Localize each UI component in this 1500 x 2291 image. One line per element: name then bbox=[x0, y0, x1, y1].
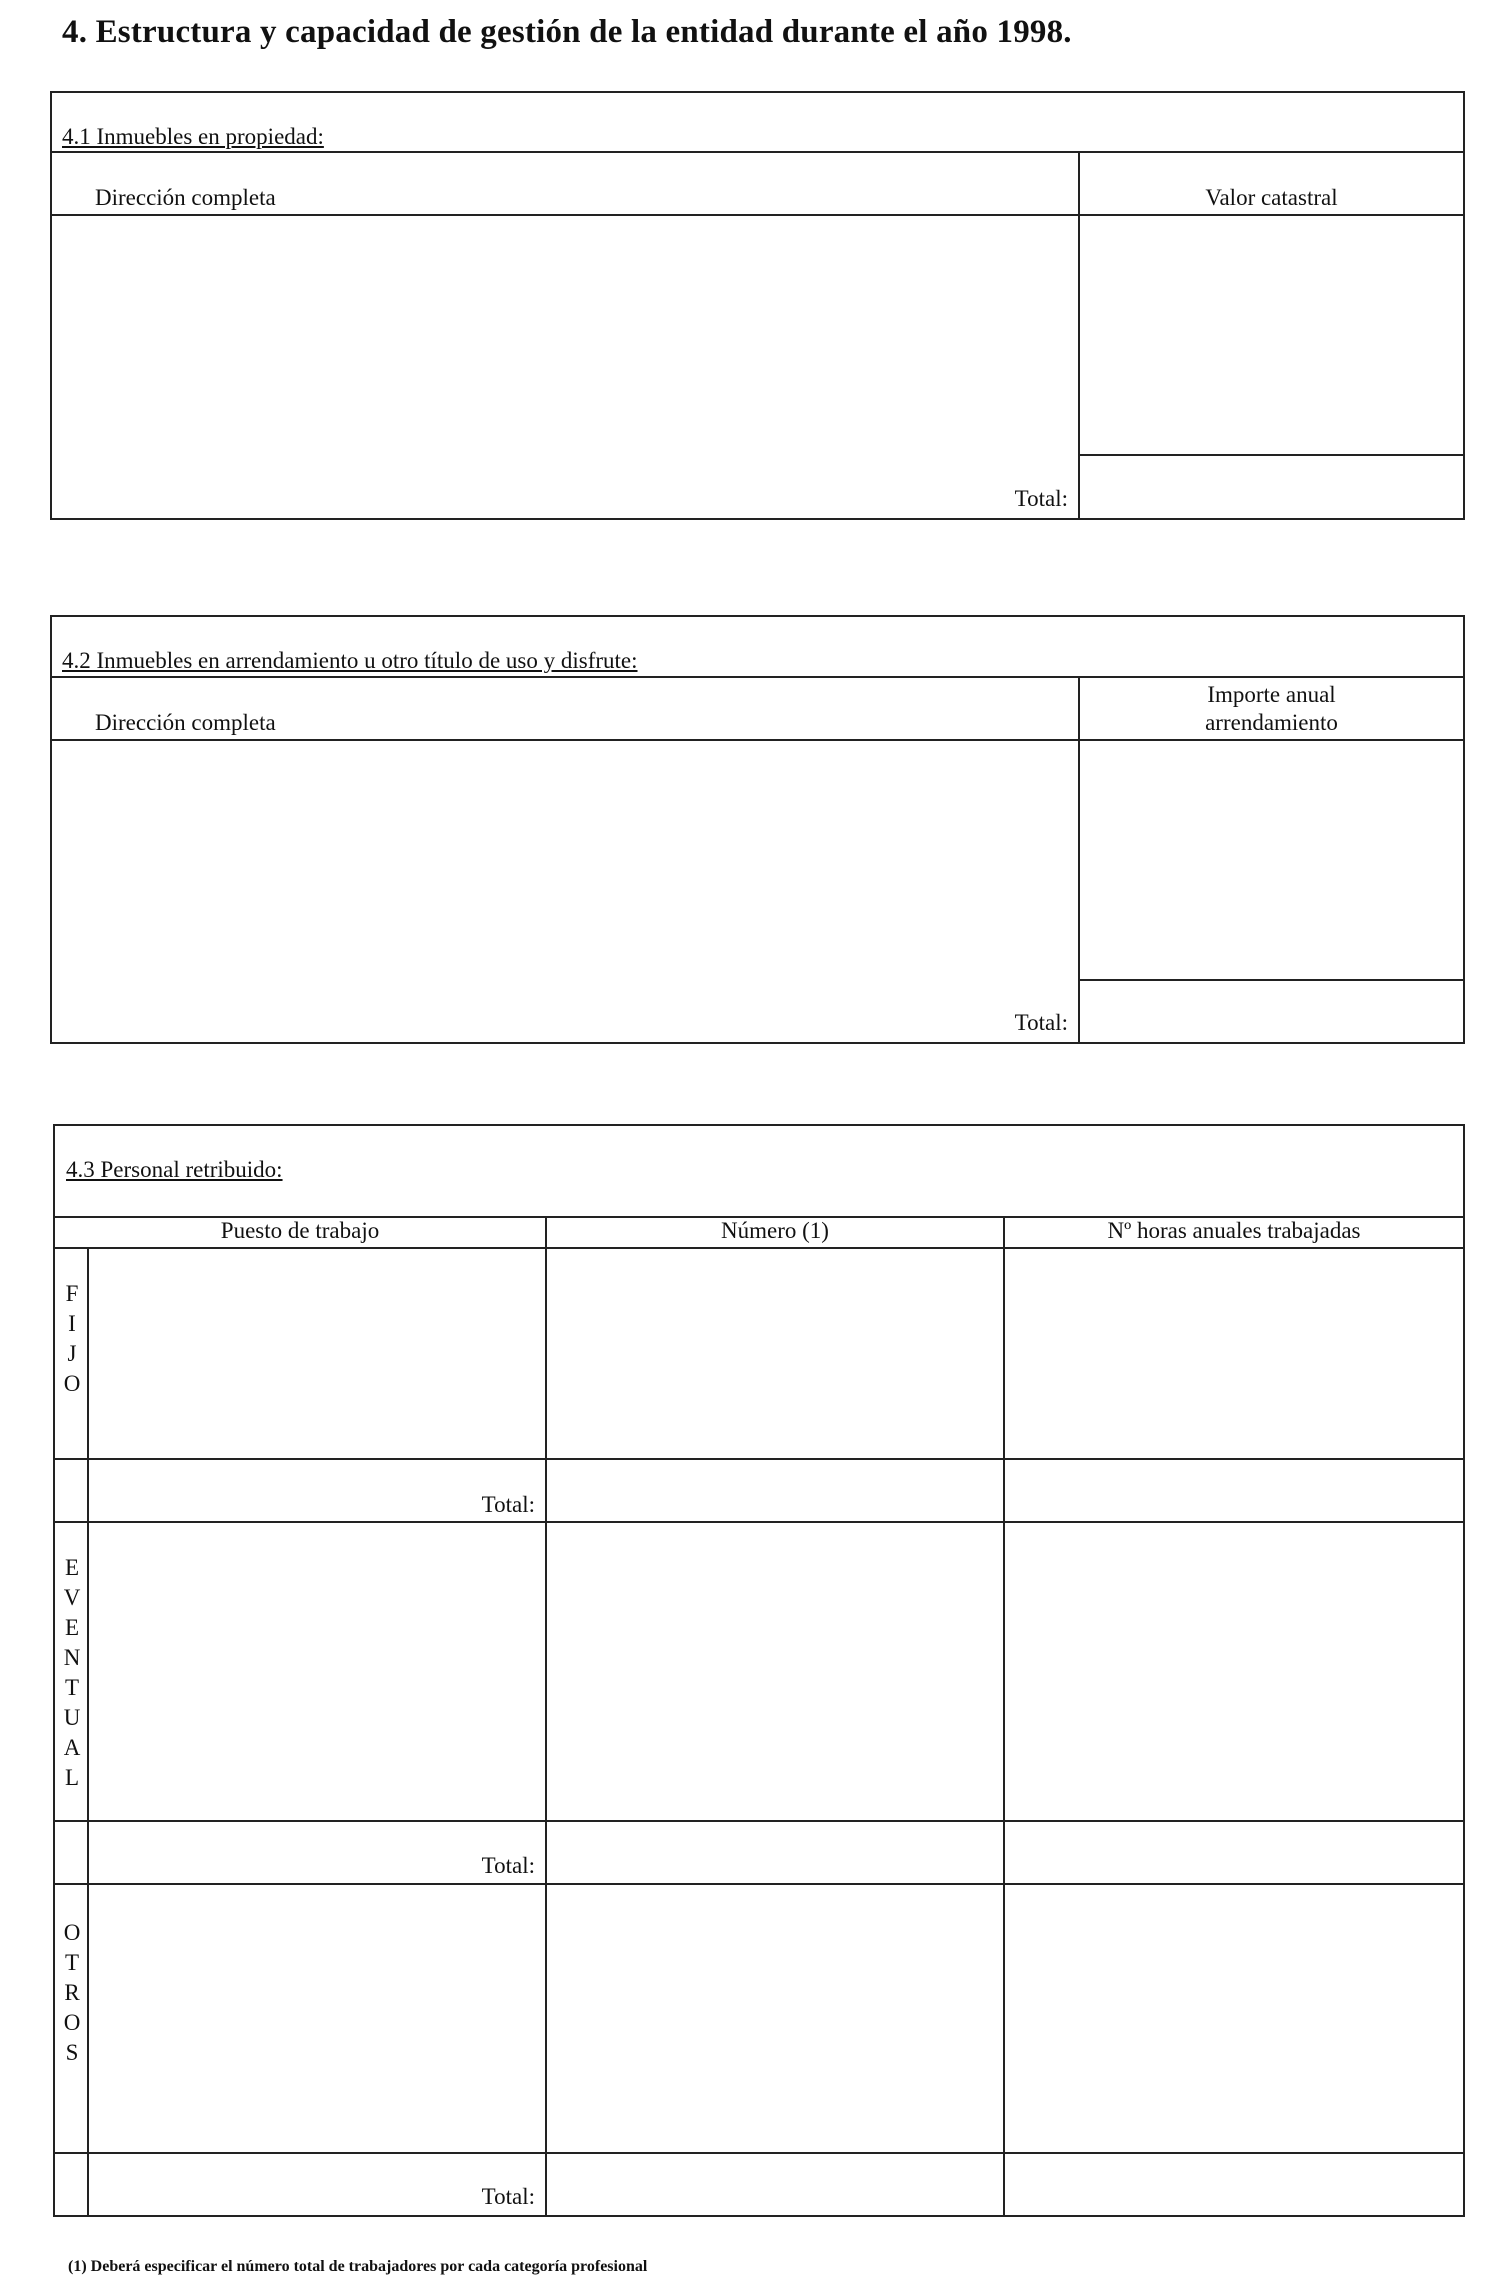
address-entry-area[interactable] bbox=[52, 216, 1076, 518]
group-letter: O bbox=[63, 2010, 81, 2035]
total-label: Total: bbox=[1014, 1010, 1068, 1035]
section-4-3-title: 4.3 Personal retribuido: bbox=[66, 1157, 283, 1182]
otros-number-total-field[interactable] bbox=[547, 2154, 1001, 2215]
group-letter: O bbox=[63, 1920, 81, 1945]
fijo-job-post-area[interactable] bbox=[89, 1249, 543, 1456]
col-header-address: Dirección completa bbox=[95, 185, 276, 210]
col-header-annual-rent-line1: Importe anual bbox=[1207, 682, 1336, 707]
cadastral-total-field[interactable] bbox=[1080, 456, 1463, 518]
col-header-cadastral-value: Valor catastral bbox=[1205, 185, 1338, 210]
group-letter: T bbox=[64, 1950, 80, 1975]
annual-rent-total-field[interactable] bbox=[1080, 981, 1463, 1042]
group-letter: A bbox=[63, 1735, 81, 1760]
group-letter: T bbox=[64, 1675, 80, 1700]
total-label: Total: bbox=[481, 1492, 535, 1517]
otros-number-area[interactable] bbox=[547, 1885, 1001, 2150]
eventual-hours-total-field[interactable] bbox=[1005, 1822, 1463, 1881]
page-title: 4. Estructura y capacidad de gestión de la entidad durante el año 1998. bbox=[62, 14, 1072, 50]
section-4-1-title: 4.1 Inmuebles en propiedad: bbox=[62, 124, 324, 149]
col-header-annual-hours: Nº horas anuales trabajadas bbox=[1107, 1218, 1361, 1243]
fijo-number-area[interactable] bbox=[547, 1249, 1001, 1456]
group-letter: R bbox=[64, 1980, 80, 2005]
annual-rent-entry-area[interactable] bbox=[1080, 741, 1463, 977]
eventual-job-post-area[interactable] bbox=[89, 1523, 543, 1818]
group-letter: J bbox=[67, 1341, 77, 1366]
group-letter: S bbox=[65, 2040, 79, 2065]
group-letter: V bbox=[63, 1585, 81, 1610]
fijo-hours-area[interactable] bbox=[1005, 1249, 1463, 1456]
group-letter: N bbox=[63, 1645, 81, 1670]
eventual-number-area[interactable] bbox=[547, 1523, 1001, 1818]
group-letter: L bbox=[64, 1765, 80, 1790]
total-label: Total: bbox=[1014, 486, 1068, 511]
otros-job-post-area[interactable] bbox=[89, 1885, 543, 2150]
group-letter: E bbox=[64, 1555, 80, 1580]
otros-hours-total-field[interactable] bbox=[1005, 2154, 1463, 2215]
fijo-hours-total-field[interactable] bbox=[1005, 1460, 1463, 1519]
divider bbox=[50, 151, 1465, 153]
otros-hours-area[interactable] bbox=[1005, 1885, 1463, 2150]
total-label: Total: bbox=[481, 2184, 535, 2209]
group-letter: E bbox=[64, 1615, 80, 1640]
group-label-otros bbox=[57, 1918, 87, 2068]
fijo-number-total-field[interactable] bbox=[547, 1460, 1001, 1519]
group-letter: F bbox=[65, 1281, 79, 1306]
eventual-number-total-field[interactable] bbox=[547, 1822, 1001, 1881]
group-letter: U bbox=[63, 1705, 81, 1730]
col-header-job-post: Puesto de trabajo bbox=[220, 1218, 380, 1243]
group-letter: O bbox=[63, 1371, 81, 1396]
group-label-fijo bbox=[57, 1279, 87, 1399]
col-header-number: Número (1) bbox=[721, 1218, 829, 1243]
col-header-annual-rent-line2: arrendamiento bbox=[1205, 710, 1338, 735]
divider bbox=[50, 676, 1465, 678]
address-entry-area[interactable] bbox=[52, 741, 1076, 1042]
footnote: (1) Deberá especificar el número total de trabajadores por cada categoría profesional bbox=[68, 2258, 648, 2275]
group-letter: I bbox=[68, 1311, 76, 1336]
eventual-hours-area[interactable] bbox=[1005, 1523, 1463, 1818]
section-4-2-title: 4.2 Inmuebles en arrendamiento u otro título de uso y disfrute: bbox=[62, 648, 638, 673]
total-label: Total: bbox=[481, 1853, 535, 1878]
group-label-eventual bbox=[57, 1553, 87, 1793]
col-header-address: Dirección completa bbox=[95, 710, 276, 735]
cadastral-value-entry-area[interactable] bbox=[1080, 216, 1463, 452]
